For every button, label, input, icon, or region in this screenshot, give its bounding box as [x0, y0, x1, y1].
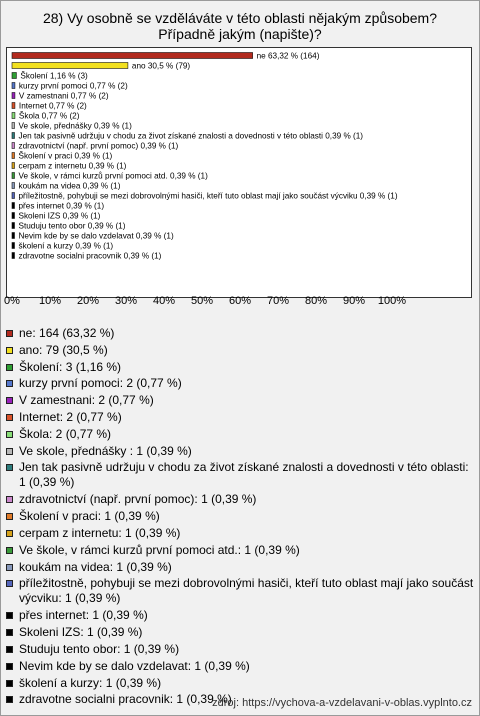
bar [12, 253, 15, 259]
legend-item [6, 376, 474, 391]
x-tick-label: 60% [228, 295, 252, 307]
legend-label: školení a kurzy: 1 (0,39 %) [19, 675, 162, 690]
legend-item [6, 492, 474, 507]
legend-item [6, 360, 474, 375]
legend-item [6, 560, 474, 575]
legend-label: přes internet: 1 (0,39 %) [19, 608, 148, 623]
legend-label: Nevim kde by se dalo vzdelavat: 1 (0,39 %) [19, 658, 250, 673]
legend-label: ano: 79 (30,5 %) [19, 342, 108, 357]
bar-chart [6, 47, 472, 305]
legend-label: Skoleni IZS: 1 (0,39 %) [19, 625, 143, 640]
legend-label: zdravotnictví (např. první pomoc): 1 (0,39 %) [19, 492, 257, 507]
bar [12, 93, 15, 99]
x-tick-label: 40% [152, 295, 176, 307]
x-tick-label: 50% [190, 295, 214, 307]
bar-label: Školení v praci 0,39 % (1) [18, 151, 113, 161]
legend-swatch [6, 397, 13, 404]
legend-swatch [6, 612, 13, 619]
bar [12, 113, 15, 119]
bar [12, 53, 253, 59]
legend-swatch [6, 696, 13, 703]
bar-label: Ve skole, přednášky 0,39 % (1) [18, 121, 132, 131]
bar [12, 63, 128, 69]
bar [12, 243, 15, 249]
bar [12, 213, 15, 219]
source-note: zdroj: https://vychova-a-vzdelavani-v-oblas.vyplnto.cz [212, 697, 472, 709]
bar [12, 193, 15, 199]
legend-swatch [6, 564, 13, 571]
legend-item [6, 393, 474, 408]
bar-label: příležitostně, pohybuji se mezi dobrovolnými hasiči, kteří tuto oblast mají jako součást výcviku 0,39 % (1) [18, 191, 398, 201]
bar-label: Jen tak pasivně udržuju v chodu za život získané znalosti a dovednosti v této oblasti 0,39 % (1) [18, 131, 364, 141]
legend-item [6, 676, 474, 691]
legend-label: V zamestnani: 2 (0,77 %) [19, 393, 154, 408]
legend-label: Ve skole, přednášky : 1 (0,39 %) [19, 443, 192, 458]
legend-item [6, 343, 474, 358]
legend-label: příležitostně, pohybuji se mezi dobrovolnými hasiči, kteří tuto oblast mají jako součást výcviku: 1 (0,39 %) [19, 576, 474, 606]
legend-swatch [6, 347, 13, 354]
legend-item [6, 427, 474, 442]
legend-swatch [6, 364, 13, 371]
bar [12, 83, 15, 89]
bar-label: Škola 0,77 % (2) [18, 111, 80, 121]
legend-swatch [6, 547, 13, 554]
legend-swatch [6, 646, 13, 653]
legend-swatch [6, 580, 13, 587]
legend-item [6, 410, 474, 425]
x-tick-label: 20% [76, 295, 100, 307]
legend-label: koukám na videa: 1 (0,39 %) [19, 559, 172, 574]
legend-item [6, 608, 474, 623]
legend-swatch [6, 414, 13, 421]
legend-label: Jen tak pasivně udržuju v chodu za život získané znalosti a dovednosti v této oblasti: 1 (0,39 %) [19, 460, 469, 490]
chart-title-line1: 28) Vy osobně se vzděláváte v této oblasti nějakým způsobem? [42, 10, 438, 26]
bar [12, 233, 15, 239]
chart-title [0, 10, 480, 42]
legend-label: kurzy první pomoci: 2 (0,77 %) [19, 376, 182, 391]
bar-label: Skoleni IZS 0,39 % (1) [18, 211, 101, 221]
bar [12, 143, 15, 149]
legend-swatch [6, 680, 13, 687]
bar [12, 163, 15, 169]
legend-swatch [6, 380, 13, 387]
legend-label: Školení: 3 (1,16 %) [19, 359, 122, 374]
legend-label: zdravotne socialni pracovnik: 1 (0,39 %) [19, 692, 232, 707]
bar-label: ne 63,32 % (164) [256, 51, 320, 61]
legend-item [6, 444, 474, 459]
legend-label: Ve škole, v rámci kurzů první pomoci atd.: 1 (0,39 %) [19, 542, 300, 557]
x-tick-label: 100% [377, 295, 407, 307]
legend-label: Školení v praci: 1 (0,39 %) [19, 509, 160, 524]
legend-swatch [6, 330, 13, 337]
x-tick-label: 0% [4, 295, 20, 307]
x-tick-label: 30% [114, 295, 138, 307]
bar-label: cerpam z internetu 0,39 % (1) [18, 161, 127, 171]
bar [12, 133, 15, 139]
legend-swatch [6, 464, 13, 471]
bar [12, 173, 15, 179]
x-tick-label: 70% [266, 295, 290, 307]
bar-label: Ve škole, v rámci kurzů první pomoci atd. 0,39 % (1) [18, 171, 208, 181]
bar [12, 153, 15, 159]
x-tick-label: 10% [38, 295, 62, 307]
bar-label: koukám na videa 0,39 % (1) [18, 181, 121, 191]
bar-label: Nevim kde by se dalo vzdelavat 0,39 % (1) [18, 231, 174, 241]
legend-swatch [6, 663, 13, 670]
legend-item [6, 460, 474, 490]
legend-item [6, 659, 474, 674]
legend-swatch [6, 629, 13, 636]
legend-item [6, 642, 474, 657]
bar [12, 183, 15, 189]
legend-item [6, 576, 474, 606]
bar-label: ano 30,5 % (79) [131, 61, 191, 71]
bar-label: zdravotne socialni pracovnik 0,39 % (1) [18, 251, 162, 261]
legend-label: Škola: 2 (0,77 %) [19, 426, 112, 441]
bar-label: školení a kurzy 0,39 % (1) [18, 241, 114, 251]
bar-label: V zamestnani 0,77 % (2) [18, 91, 109, 101]
legend-swatch [6, 448, 13, 455]
bar-label: Internet 0,77 % (2) [18, 101, 87, 111]
legend-swatch [6, 431, 13, 438]
legend-swatch [6, 496, 13, 503]
bar-label: zdravotnictví (např. první pomoc) 0,39 % (1) [18, 141, 179, 151]
legend-label: Internet: 2 (0,77 %) [19, 410, 122, 424]
legend-swatch [6, 513, 13, 520]
bar-label: přes internet 0,39 % (1) [18, 201, 105, 211]
x-tick-label: 80% [304, 295, 328, 307]
legend-item [6, 509, 474, 524]
legend-item [6, 543, 474, 558]
legend-item [6, 526, 474, 541]
legend-item [6, 625, 474, 640]
x-tick-label: 90% [342, 295, 366, 307]
bar [12, 123, 15, 129]
bar [12, 103, 15, 109]
bar [12, 73, 16, 79]
legend-label: Studuju tento obor: 1 (0,39 %) [19, 642, 180, 656]
bar [12, 203, 15, 209]
legend-item [6, 326, 474, 341]
bar [12, 223, 15, 229]
legend-swatch [6, 530, 13, 537]
bar-label: Školení 1,16 % (3) [20, 71, 88, 81]
bar-label: kurzy první pomoci 0,77 % (2) [18, 81, 128, 91]
legend-label: cerpam z internetu: 1 (0,39 %) [19, 526, 181, 540]
legend-label: ne: 164 (63,32 %) [19, 326, 115, 340]
chart-title-line2: Případně jakým (napište)? [158, 26, 322, 42]
bar-label: Studuju tento obor 0,39 % (1) [18, 221, 126, 231]
